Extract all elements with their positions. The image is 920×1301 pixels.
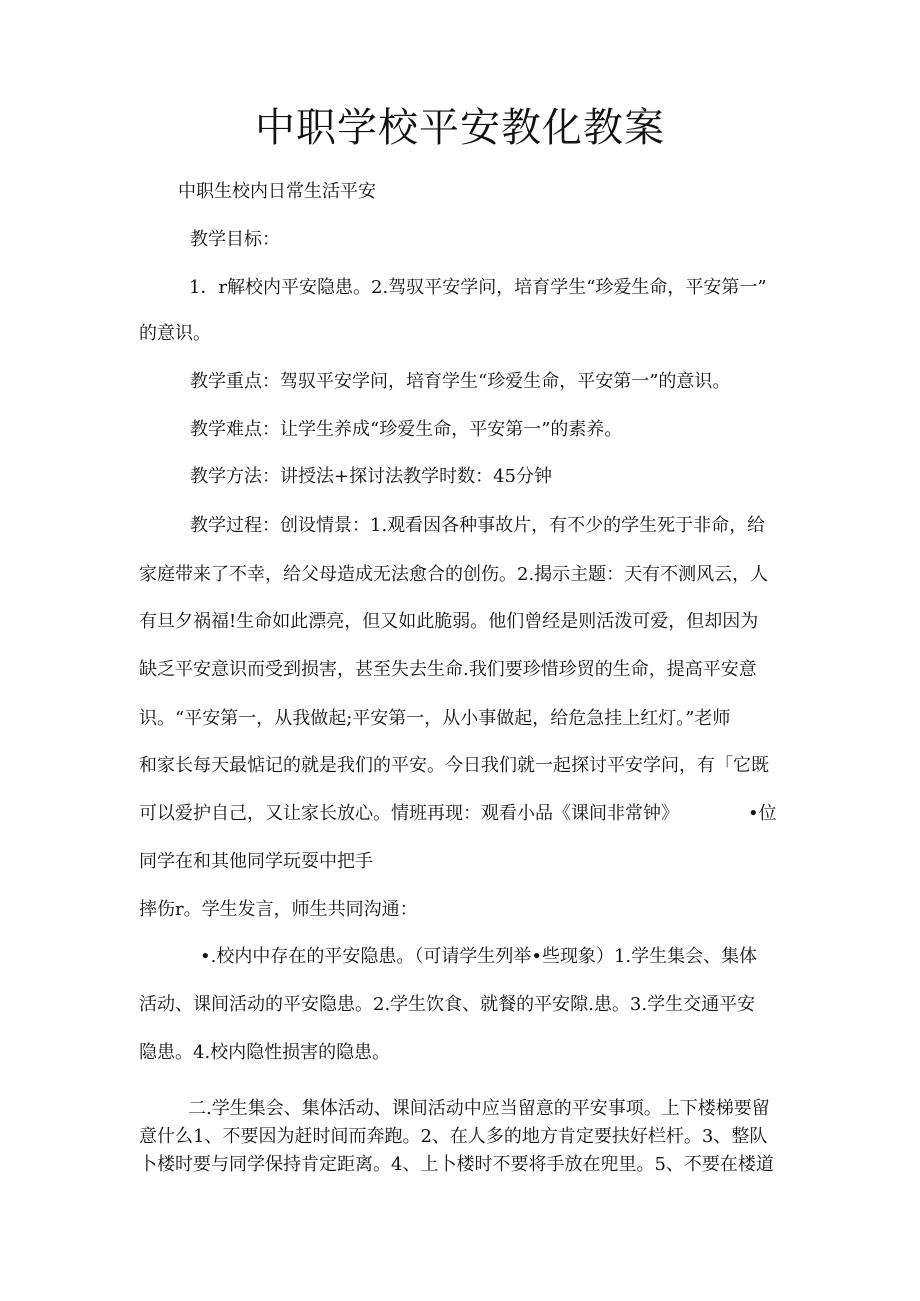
paragraph-line: 二.学生集会、集体活动、课间活动中应当留意的平安事项。上下楼梯要留 [188,1098,770,1119]
paragraph-line: 隐患。4.校内隐性损害的隐患。 [139,1042,391,1063]
paragraph-line: 有旦夕祸福!生命如此漂亮，但又如此脆弱。他们曾经是则活泼可爱，但却因为 [139,611,759,632]
paragraph-line: 教学重点：驾驭平安学问，培育学生“珍爱生命，平安第一”的意识。 [190,371,731,392]
paragraph-line: 家庭带来了不幸，给父母造成无法愈合的创伤。2.揭示主题：天有不测风云，人 [139,564,769,585]
paragraph-line: 同学在和其他同学玩耍中把手 [139,851,373,872]
document-title: 中职学校平安教化教案 [255,105,665,151]
paragraph-line: 可以爱护自己，又让家长放心。情班再现：观看小品《课间非常钟》 [139,803,679,824]
paragraph-line: •.校内中存在的平安隐患。（可请学生列举•些现象）1.学生集会、集体 [200,946,758,967]
subtitle-line: 中职生校内日常生活平安 [178,181,376,202]
paragraph-line: 卜楼时要与同学保持肯定距离。4、上卜楼时不要将手放在兜里。5、不要在楼道 [139,1154,774,1175]
paragraph-line-fragment: •位 [748,803,777,824]
paragraph-line: 1．r解校内平安隐患。2.驾驭平安学问，培育学生“珍爱生命，平安第一” [189,277,767,298]
paragraph-line: 教学方法：讲授法+探讨法教学时数：45分钟 [190,466,552,487]
paragraph-line: 教学目标： [190,229,280,250]
paragraph-line: 的意识。 [139,323,211,344]
paragraph-line: 识。“平安第一，从我做起;平安第一，从小事做起，给危急挂上红灯。”老师 [139,708,731,729]
paragraph-line: 摔伤r。学生发言，师生共同沟通： [139,899,418,920]
paragraph-line: 意什么1、不要因为赶时间而奔跑。2、在人多的地方肯定要扶好栏杆。3、整队 [139,1126,768,1147]
paragraph-line: 缺乏平安意识而受到损害，甚至失去生命.我们要珍惜珍贸的生命，提高平安意 [139,659,757,680]
paragraph-line: 和家长每天最惦记的就是我们的平安。今日我们就一起探讨平安学问，有「它既 [139,755,769,776]
paragraph-line: 教学难点：让学生养成“珍爱生命，平安第一”的素养。 [190,419,623,440]
paragraph-line: 教学过程：创设情景：1.观看因各种事故片，有不少的学生死于非命，给 [190,515,766,536]
paragraph-line: 活动、课间活动的平安隐患。2.学生饮食、就餐的平安隙.患。3.学生交通平安 [139,994,756,1015]
